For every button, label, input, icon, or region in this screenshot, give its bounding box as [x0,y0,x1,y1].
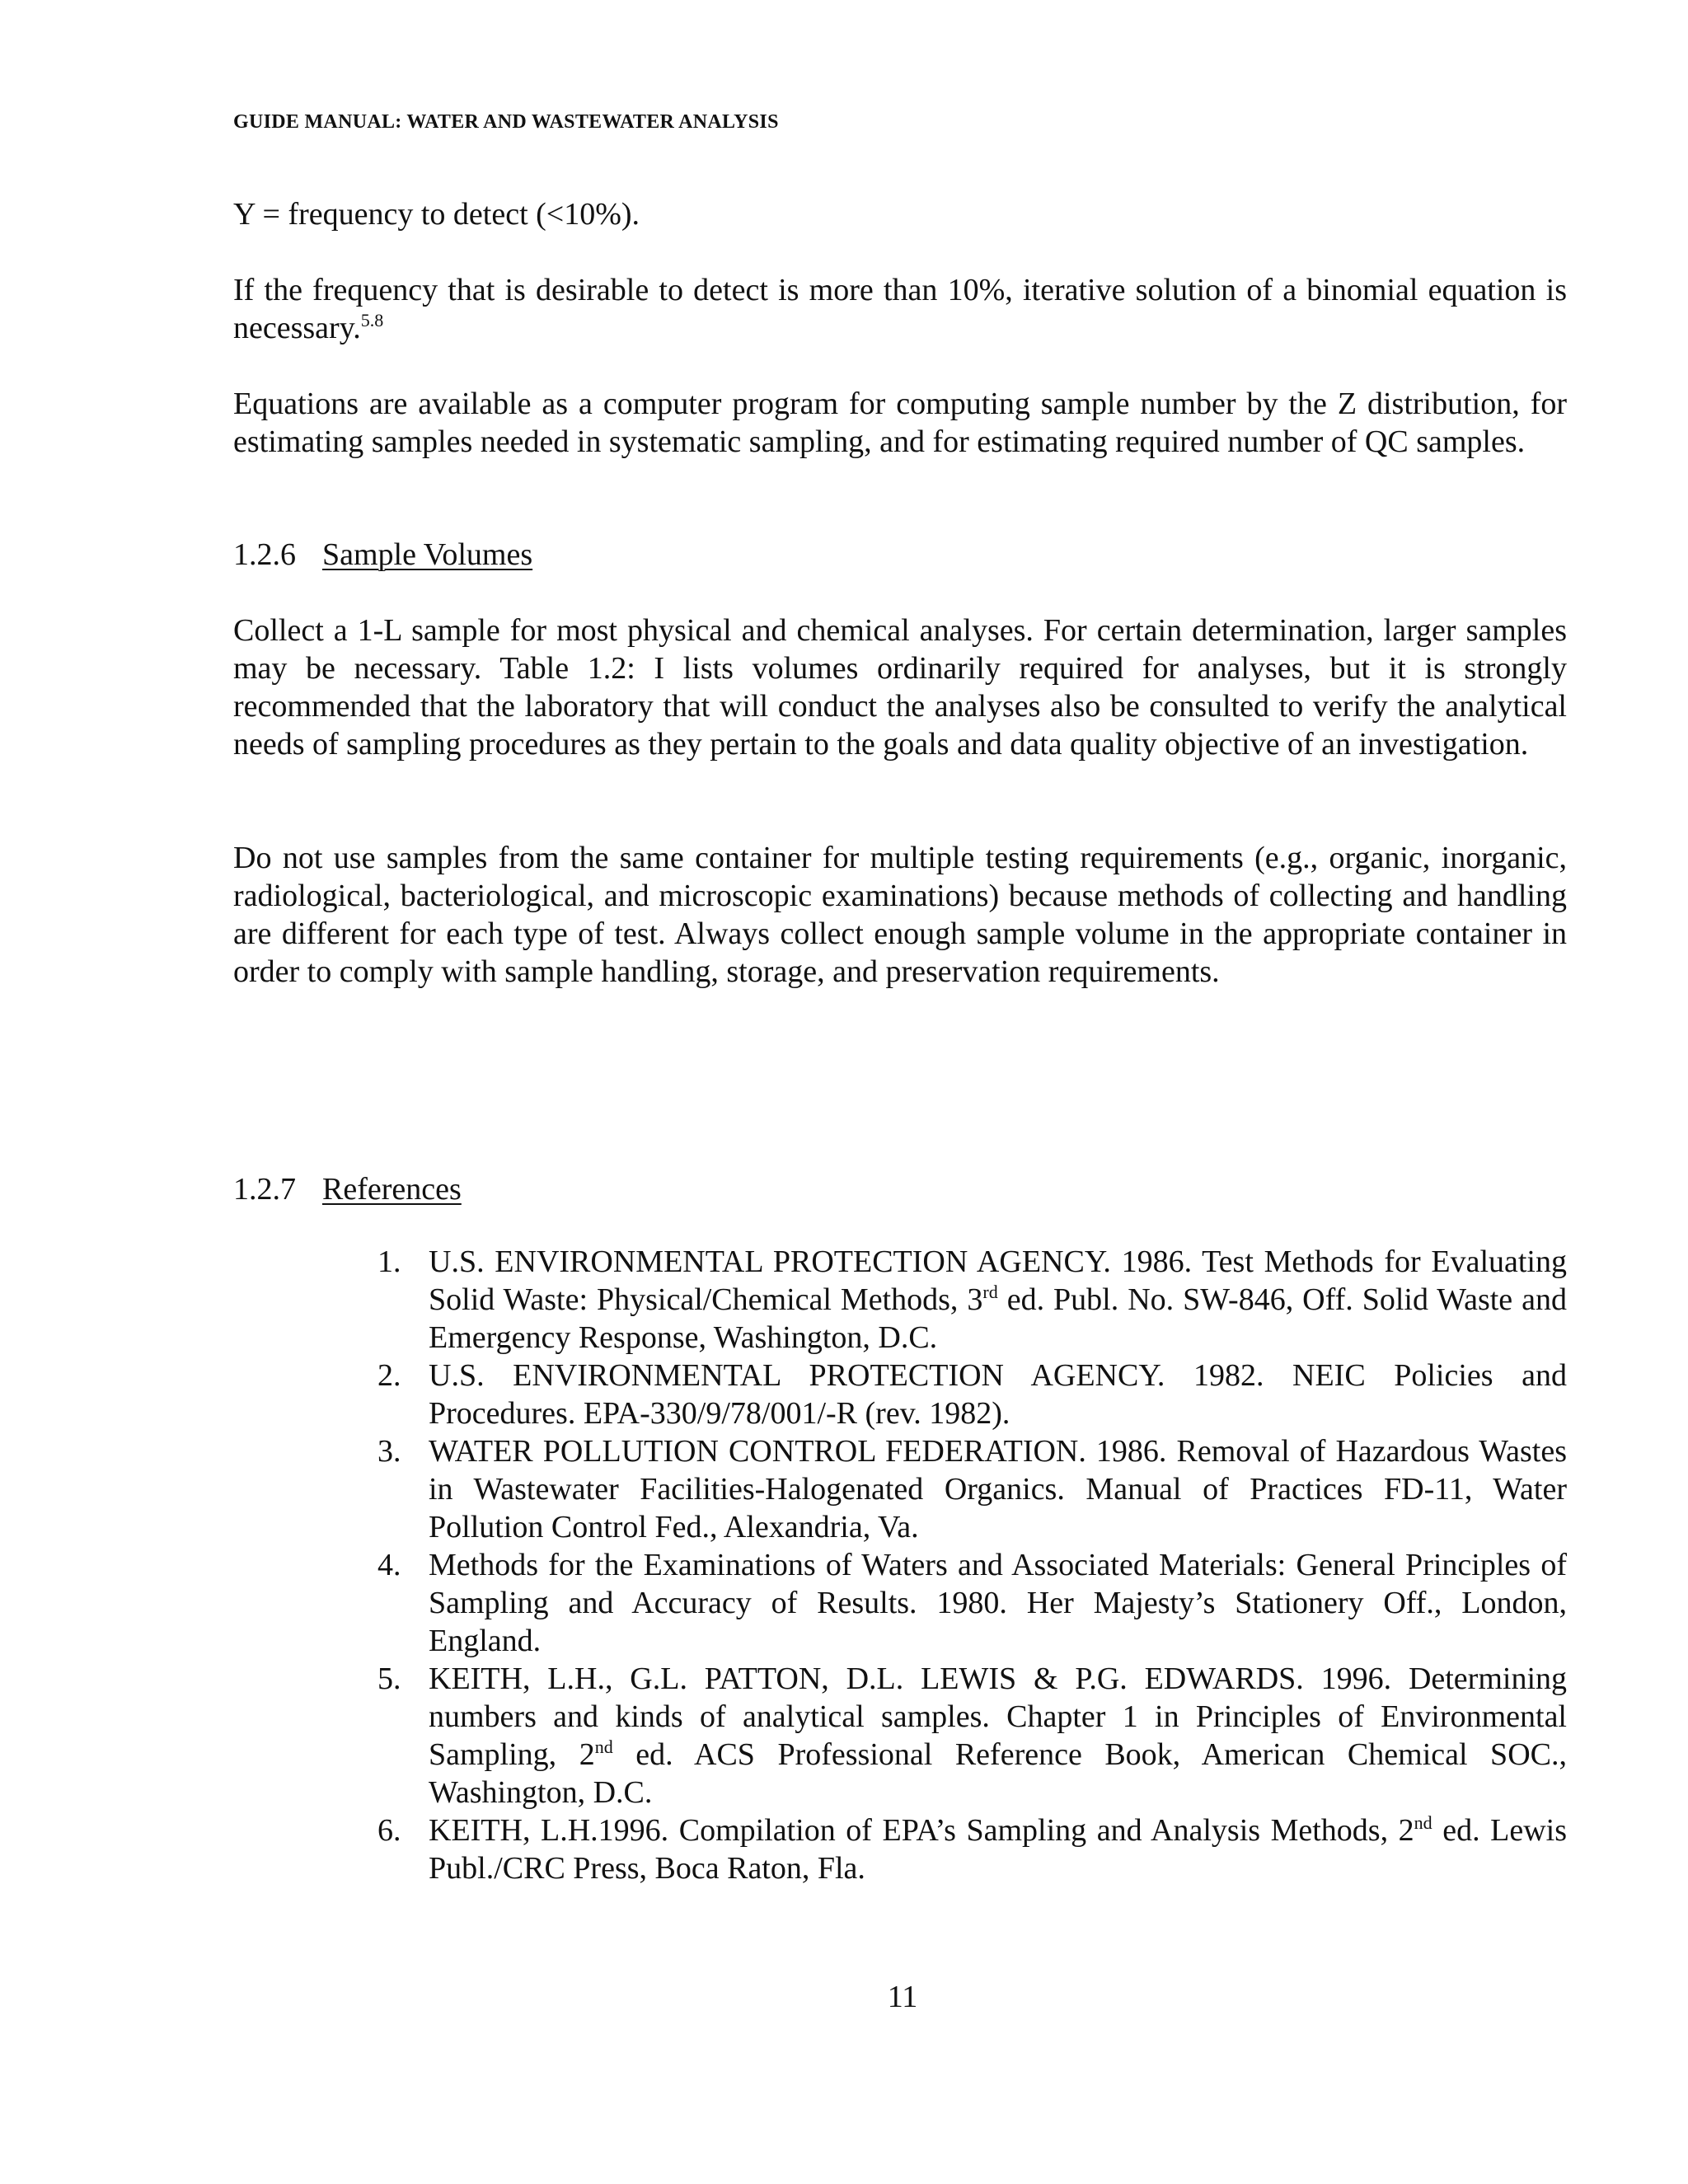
reference-item [377,1660,1567,1811]
references-list [377,1243,1567,1887]
reference-number: 5. [377,1661,401,1696]
running-header: GUIDE MANUAL: WATER AND WASTEWATER ANALYSIS [233,111,779,133]
page-number: 11 [887,1980,918,2014]
equations-text: Equations are available as a computer program for computing sample number by the Z distribution, for estimating samples needed in systematic sampling, and for estimating required number of QC samples. [233,387,1567,459]
reference-text: WATER POLLUTION CONTROL FEDERATION. 1986. Removal of Hazardous Wastes in Wastewater Facilities-Halogenated Organics. Manual of Practices FD-11, Water Pollution Control Fed., Alexandria, Va. [429,1434,1567,1544]
reference-text: U.S. ENVIRONMENTAL PROTECTION AGENCY. 1986. Test Methods for Evaluating Solid Waste: Physical/Chemical Methods, 3 [429,1244,1567,1317]
reference-text: KEITH, L.H.1996. Compilation of EPA’s Sampling and Analysis Methods, 2 [429,1813,1414,1848]
reference-item [377,1243,1567,1357]
reference-text: KEITH, L.H., G.L. PATTON, D.L. LEWIS & P.G. EDWARDS. 1996. Determining numbers and kinds of analytical samples. Chapter 1 in Principles of Environmental Sampling, 2 [429,1661,1567,1772]
section-heading-references [233,1170,462,1208]
reference-number: 3. [377,1434,401,1469]
reference-text: Methods for the Examinations of Waters and Associated Materials: General Principles of Sampling and Accuracy of Results. 1980. Her Majesty’s Stationery Off., London, England. [429,1548,1567,1658]
section-number: 1.2.6 [233,537,296,572]
reference-item [377,1811,1567,1887]
reference-item [377,1546,1567,1660]
reference-number: 1. [377,1244,401,1279]
equations-paragraph [233,385,1567,461]
sample-volumes-paragraph-2 [233,839,1567,991]
reference-text: U.S. ENVIRONMENTAL PROTECTION AGENCY. 1982. NEIC Policies and Procedures. EPA-330/9/78/001/-R (rev. 1982). [429,1358,1567,1431]
reference-superscript: nd [594,1736,613,1757]
reference-item [377,1432,1567,1546]
reference-number: 6. [377,1813,401,1848]
reference-item [377,1357,1567,1432]
reference-superscript: nd [1414,1812,1432,1833]
reference-text-continued: ed. Lewis Publ./CRC Press, Boca Raton, Fla. [429,1813,1567,1886]
section-title: Sample Volumes [322,537,533,572]
reference-superscript: rd [982,1282,998,1302]
reference-number: 4. [377,1548,401,1582]
citation-superscript: 5.8 [360,310,384,330]
paragraph-text: Do not use samples from the same container for multiple testing requirements (e.g., organic, inorganic, radiological, bacteriological, and microscopic examinations) because methods of collecting and handling are different for each type of test. Always collect enough sample volume in the appropriate container in order to comply with sample handling, storage, and preservation requirements. [233,841,1567,989]
reference-text-continued: ed. ACS Professional Reference Book, American Chemical SOC., Washington, D.C. [429,1737,1567,1810]
binomial-text: If the frequency that is desirable to detect is more than 10%, iterative solution of a binomial equation is necessary. [233,273,1567,345]
binomial-paragraph [233,271,1567,347]
y-definition-text: Y = frequency to detect (<10%). [233,197,640,232]
section-heading-sample-volumes [233,536,532,574]
reference-number: 2. [377,1358,401,1393]
paragraph-text: Collect a 1-L sample for most physical and chemical analyses. For certain determination, larger samples may be necessary. Table 1.2: I lists volumes ordinarily required for analyses, but it is strongly recommended that the laboratory that will conduct the analyses also be consulted to verify the analytical needs of sampling procedures as they pertain to the goals and data quality objective of an investigation. [233,613,1567,762]
y-definition-paragraph [233,195,1567,233]
section-title: References [322,1172,462,1207]
section-number: 1.2.7 [233,1172,296,1207]
reference-text-continued: ed. Publ. No. SW-846, Off. Solid Waste and Emergency Response, Washington, D.C. [429,1282,1568,1355]
sample-volumes-paragraph-1 [233,612,1567,763]
